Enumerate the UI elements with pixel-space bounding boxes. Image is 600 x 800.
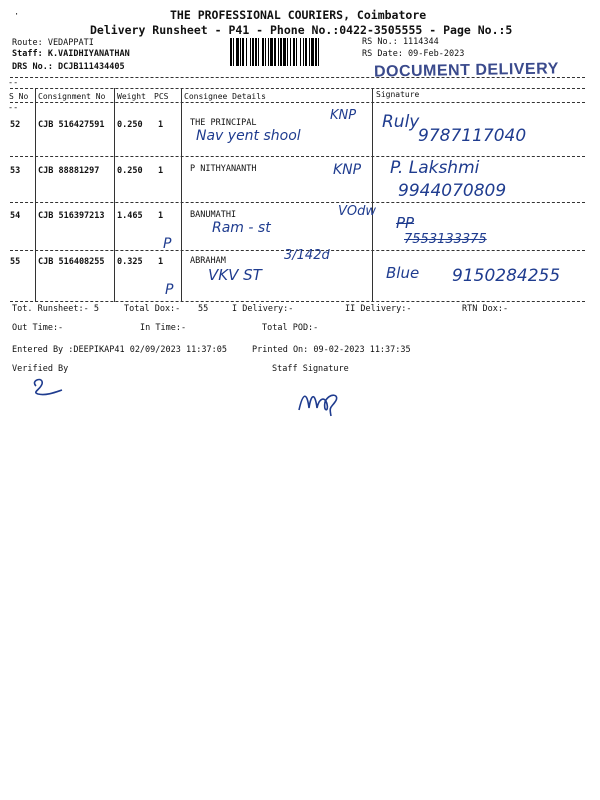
- col-sno: S No: [9, 92, 29, 101]
- rtn-dox: RTN Dox:-: [462, 304, 509, 314]
- handwritten-area: KNP: [330, 108, 357, 123]
- tot-runsheet: Tot. Runsheet:- 5: [12, 304, 99, 314]
- row-separator: [10, 202, 585, 203]
- handwritten-mark: P: [165, 282, 174, 298]
- handwritten-phone: 9150284255: [452, 266, 561, 286]
- row-consignment: CJB 516397213: [38, 211, 105, 221]
- col-divider: [181, 88, 182, 302]
- total-pod: Total POD:-: [262, 323, 319, 333]
- handwritten-area: 3/142d: [284, 248, 330, 263]
- col-pcs: PCS: [154, 92, 169, 101]
- rs-number: RS No.: 1114344: [362, 37, 439, 47]
- dash-mark-2: --: [8, 103, 19, 113]
- verifier-signature: [28, 372, 68, 398]
- barcode: [230, 38, 358, 66]
- signature: P. Lakshmi: [390, 158, 480, 178]
- handwritten-phone: 7553133375: [404, 232, 487, 247]
- handwritten-area: VOdw: [338, 204, 377, 219]
- staff-signature: [295, 386, 347, 418]
- handwritten-mark: P: [163, 236, 172, 252]
- col-consignment: Consignment No: [38, 92, 106, 101]
- document-delivery-stamp: DOCUMENT DELIVERY: [373, 60, 559, 81]
- printed-on: Printed On: 09-02-2023 11:37:35: [252, 345, 411, 355]
- total-dox-label: Total Dox:-: [124, 304, 181, 314]
- dash-mark: --: [8, 78, 19, 88]
- row-pcs: 1: [158, 120, 164, 130]
- row-separator: [10, 156, 585, 157]
- drs-label: DRS No.: DCJB111434405: [12, 62, 125, 72]
- separator-header-bottom: [10, 102, 585, 103]
- row-weight: 0.250: [117, 166, 143, 176]
- row-consignee: ABRAHAM: [190, 256, 226, 266]
- company-title: THE PROFESSIONAL COURIERS, Coimbatore: [170, 8, 427, 22]
- separator-top: [10, 77, 585, 78]
- handwritten-area: KNP: [333, 162, 362, 178]
- staff-label: Staff: K.VAIDHIYANATHAN: [12, 49, 130, 59]
- signature: PP: [396, 214, 415, 232]
- total-dox-value: 55: [198, 304, 209, 314]
- separator-header-top: [10, 88, 585, 89]
- handwritten-address: Nav yent shool: [196, 128, 301, 144]
- dot-mark: ·: [14, 10, 20, 20]
- in-time: In Time:-: [140, 323, 187, 333]
- entered-by: Entered By :DEEPIKAP41 02/09/2023 11:37:05: [12, 345, 227, 355]
- out-time: Out Time:-: [12, 323, 64, 333]
- row-weight: 1.465: [117, 211, 143, 221]
- signature: Blue: [386, 264, 420, 282]
- handwritten-phone: 9944070809: [398, 181, 507, 201]
- row-consignment: CJB 88881297: [38, 166, 100, 176]
- row-weight: 0.325: [117, 257, 143, 267]
- row-consignment: CJB 516408255: [38, 257, 105, 267]
- row-sno: 52: [10, 120, 21, 130]
- row-pcs: 1: [158, 257, 164, 267]
- row-separator: [10, 301, 585, 302]
- row-pcs: 1: [158, 166, 164, 176]
- col-divider: [35, 88, 36, 302]
- signature: Ruly: [382, 112, 420, 132]
- col-weight: Weight: [117, 92, 146, 101]
- row-consignee: THE PRINCIPAL: [190, 118, 257, 128]
- handwritten-address: VKV ST: [208, 266, 262, 284]
- row-weight: 0.250: [117, 120, 143, 130]
- staff-signature-label: Staff Signature: [272, 364, 349, 374]
- handwritten-address: Ram - st: [212, 220, 271, 236]
- col-divider: [372, 88, 373, 302]
- row-consignment: CJB 516427591: [38, 120, 105, 130]
- ii-delivery: II Delivery:-: [345, 304, 412, 314]
- handwritten-phone: 9787117040: [418, 126, 527, 146]
- row-consignee: P NITHYANANTH: [190, 164, 257, 174]
- row-pcs: 1: [158, 211, 164, 221]
- runsheet-title: Delivery Runsheet - P41 - Phone No.:0422-3505555 - Page No.:5: [90, 23, 513, 37]
- i-delivery: I Delivery:-: [232, 304, 294, 314]
- col-consignee: Consignee Details: [184, 92, 266, 101]
- col-divider: [114, 88, 115, 302]
- row-sno: 53: [10, 166, 21, 176]
- route-label: Route: VEDAPPATI: [12, 38, 94, 48]
- col-signature: Signature: [376, 90, 420, 99]
- verified-by: Verified By: [12, 364, 69, 374]
- rs-date: RS Date: 09-Feb-2023: [362, 49, 465, 59]
- row-consignee: BANUMATHI: [190, 210, 237, 220]
- row-sno: 54: [10, 211, 21, 221]
- row-sno: 55: [10, 257, 21, 267]
